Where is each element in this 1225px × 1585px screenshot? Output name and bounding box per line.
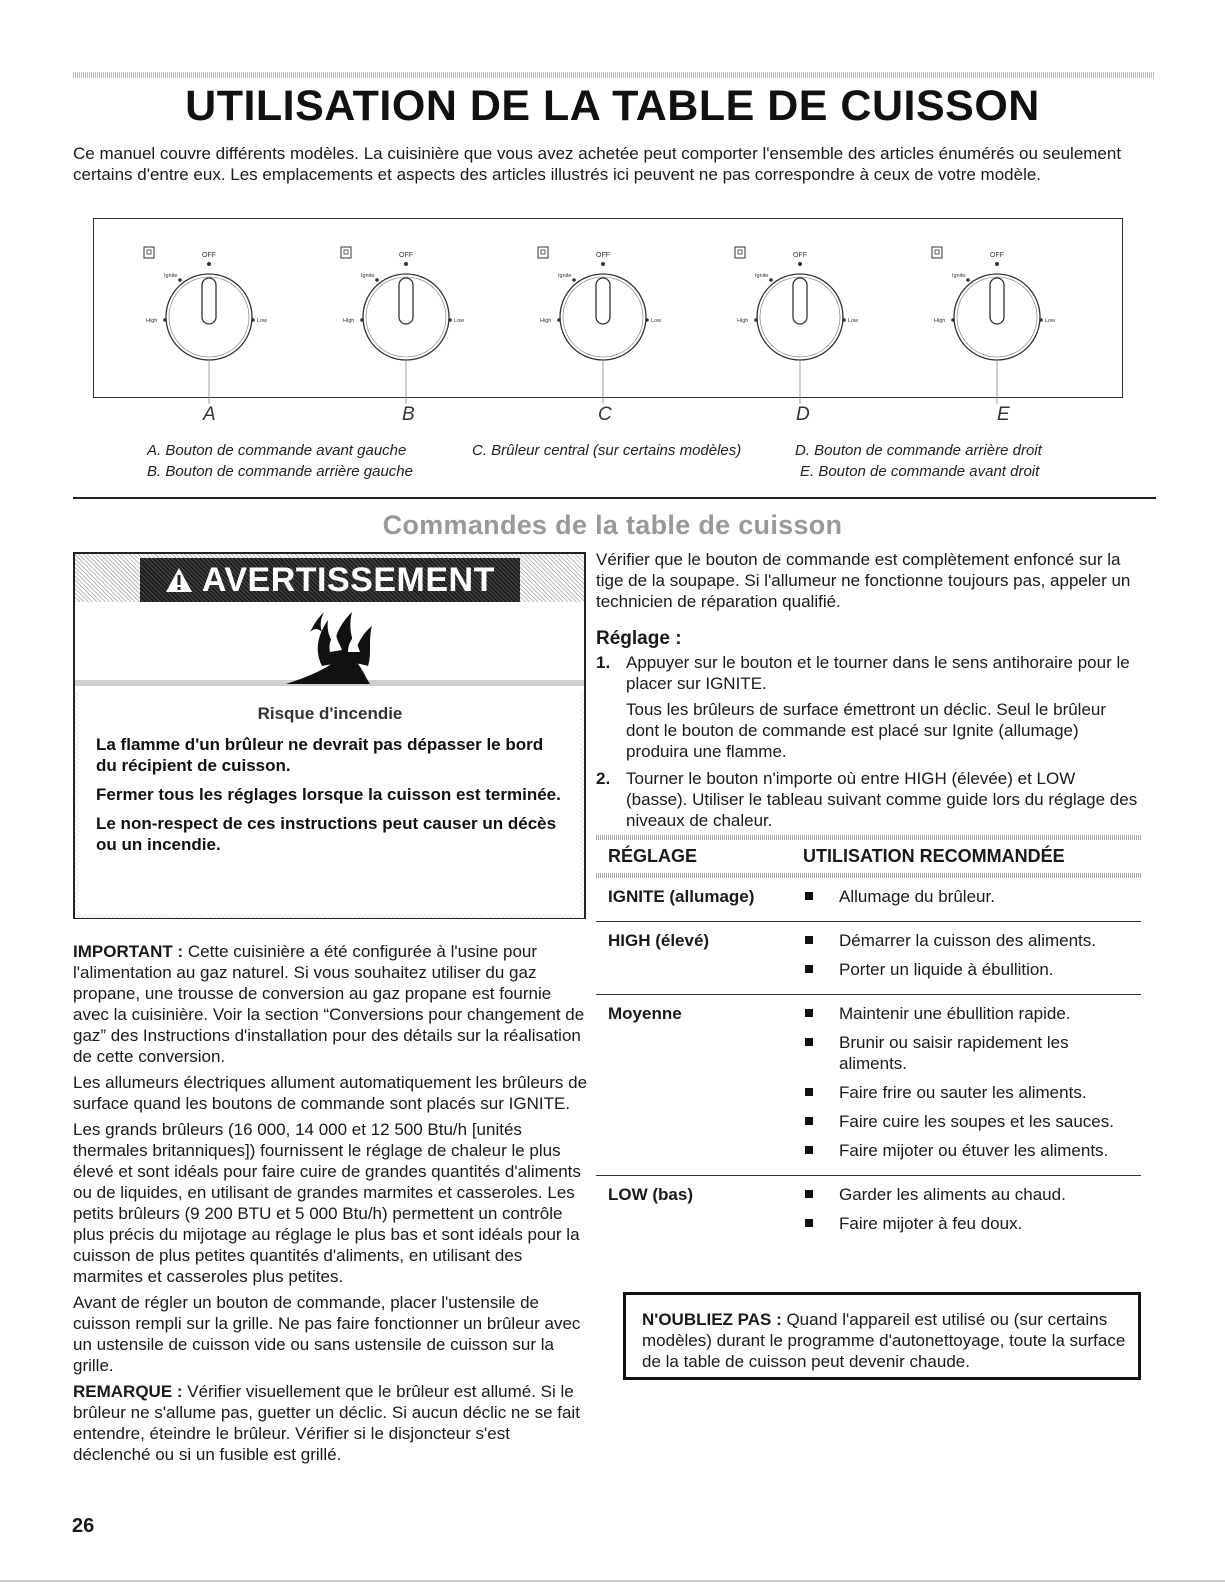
warning-header [140,558,520,602]
remarque-paragraph: REMARQUE : Vérifier visuellement que le brûleur est allumé. Si le brûleur ne s'allume pas, guetter un déclic. Si aucun déclic ne se fait entendre, éteindre le brûleur. Vérifier si le disjoncteur s'est déclenché ou si un fusible est grillé. [73,1382,580,1464]
table-header: RÉGLAGE UTILISATION RECOMMANDÉE [608,846,1065,866]
captions-center [472,440,741,461]
knob-off-label: OFF [596,252,610,259]
warning-line: Fermer tous les réglages lorsque la cuisson est terminée. [96,785,561,804]
intro-text: Ce manuel couvre différents modèles. La cuisinière que vous avez achetée peut comporter l'ensemble des articles énumérés ou seulement certains d'entre eux. Les emplacements et aspects des articles illustrés ici peuvent ne pas correspondre à ceux de votre modèle. [73,144,1122,184]
knob-off-label: OFF [793,252,807,259]
valve-paragraph: Vérifier que le bouton de commande est complètement enfoncé sur la tige de la soupape. Si l'allumeur ne fonctionne toujours pas, appeler un technicien de réparation qualifié. [596,550,1131,611]
fire-illustration [75,602,584,686]
table-row [596,995,1141,1176]
setting-name: Moyenne [608,1004,682,1023]
warning-risk: Risque d'incendie [257,704,403,723]
top-rule [73,72,1155,78]
knob-off-label: OFF [990,252,1004,259]
knob-letter: A [203,404,216,425]
uses-list [803,1003,1141,1169]
knob-ignite-label: Ignite [164,273,178,279]
use-item: Porter un liquide à ébullition. [803,959,1141,980]
setting-name: HIGH (élevé) [608,931,710,950]
knob-letter: E [997,404,1010,425]
settings-table [596,835,1141,1248]
left-column [73,941,588,1470]
section-title: Commandes de la table de cuisson [382,510,843,540]
control-knob [311,229,501,419]
knob-ignite-label: Ignite [755,273,769,279]
knob-letter: D [796,404,810,425]
reminder-box: N'OUBLIEZ PAS : Quand l'appareil est utilisé ou (sur certains modèles) durant le programme d'autonettoyage, toute la surface de la table de cuisson peut devenir chaude. [623,1292,1141,1380]
knob-low-label: Low [1045,318,1056,324]
knob-high-label: High [146,318,158,324]
right-column [596,549,1141,1248]
captions-left [147,440,413,482]
control-knob [114,229,304,419]
knob-high-label: High [343,318,355,324]
caption-c: C. Brûleur central (sur certains modèles) [472,442,742,459]
burner-rear-left-icon [341,247,351,258]
before-setting-paragraph: Avant de régler un bouton de commande, placer l'ustensile de cuisson rempli sur la grille. Ne pas faire fonctionner un brûleur avec un ustensile de cuisson vide ou sans ustensile de cuisson sur la grille. [73,1293,581,1375]
table-row [596,922,1141,995]
knob-letters [0,404,1225,428]
captions-right [795,440,1042,482]
knob-letter: B [402,404,415,425]
use-item: Maintenir une ébullition rapide. [803,1003,1141,1024]
step-1: 1. Appuyer sur le bouton et le tourner dans le sens antihoraire pour le placer sur IGNITE. Tous les brûleurs de surface émettront un déclic. Seul le brûleur dont le bouton de commande est placé sur Ignite (allumage) produira une flamme. [596,652,1141,762]
control-knob [508,229,698,419]
knob-ignite-label: Ignite [558,273,572,279]
warning-box [73,552,586,919]
knob-low-label: Low [651,318,662,324]
page-number: 26 [72,1515,95,1537]
control-knob [705,229,895,419]
warning-line: La flamme d'un brûleur ne devrait pas dépasser le bord du récipient de cuisson. [96,735,544,775]
fire-icon [280,606,380,686]
setting-name: IGNITE (allumage) [608,887,755,906]
warning-triangle-icon [165,561,202,599]
caption-e: E. Bouton de commande avant droit [800,463,1040,480]
knob-off-label: OFF [399,252,413,259]
knob-low-label: Low [848,318,859,324]
step-2: 2. Tourner le bouton n'importe où entre HIGH (élevée) et LOW (basse). Utiliser le tableau suivant comme guide lors du réglage des niveaux de chaleur. [596,769,1138,830]
use-item: Faire frire ou sauter les aliments. [803,1082,1141,1103]
reglage-heading: Réglage : [596,628,682,649]
uses-list [803,1184,1141,1242]
knob-high-label: High [737,318,749,324]
burner-center-icon [538,247,548,258]
burner-front-right-icon [932,247,942,258]
use-item: Allumage du brûleur. [803,886,1141,907]
burners-paragraph: Les grands brûleurs (16 000, 14 000 et 12 500 Btu/h [unités thermales britanniques]) fournissent le réglage de chaleur le plus élevé et sont idéals pour faire cuire de grandes quantités d'aliments ou de liquides, en utilisant de grandes marmites et casseroles. Les petits brûleurs (9 200 BTU et 5 000 Btu/h) permettent un contrôle plus précis du mijotage au réglage le plus bas et sont idéals pour la cuisson de plus petites quantités d'aliments, en utilisant des marmites et casseroles plus petites. [73,1120,581,1286]
important-paragraph: IMPORTANT : Cette cuisinière a été configurée à l'usine pour l'alimentation au gaz naturel. Si vous souhaitez utiliser du gaz propane, une trousse de conversion au gaz propane est fournie avec la cuisinière. Voir la section “Conversions pour changement de gaz” des Instructions d'installation pour des détails sur la réalisation de cette conversion. [73,942,585,1066]
igniters-paragraph: Les allumeurs électriques allument automatiquement les brûleurs de surface quand les boutons de commande sont placés sur IGNITE. [73,1073,588,1113]
knob-off-label: OFF [202,252,216,259]
knob-high-label: High [934,318,946,324]
knob-ignite-label: Ignite [361,273,375,279]
knob-letter: C [598,404,612,425]
table-row [596,1176,1141,1248]
warning-line: Le non-respect de ces instructions peut causer un décès ou un incendie. [96,814,557,854]
knob-low-label: Low [257,318,268,324]
knob-ignite-label: Ignite [952,273,966,279]
burner-front-left-icon [144,247,154,258]
bottom-rule [0,1580,1225,1582]
burner-rear-right-icon [735,247,745,258]
control-knob [902,229,1092,419]
use-item: Démarrer la cuisson des aliments. [803,930,1141,951]
uses-list [803,930,1141,988]
warning-header-label: AVERTISSEMENT [201,561,495,599]
caption-a: A. Bouton de commande avant gauche [147,442,407,459]
use-item: Garder les aliments au chaud. [803,1184,1141,1205]
use-item: Faire mijoter ou étuver les aliments. [803,1140,1141,1161]
step-1-note: Tous les brûleurs de surface émettront un déclic. Seul le brûleur dont le bouton de commande est placé sur Ignite (allumage) produira une flamme. [626,700,1107,761]
use-item: Faire mijoter à feu doux. [803,1213,1141,1234]
use-item: Faire cuire les soupes et les sauces. [803,1111,1141,1132]
caption-d: D. Bouton de commande arrière droit [795,442,1042,459]
knob-high-label: High [540,318,552,324]
section-rule [73,497,1156,499]
control-panel-illustration [93,218,1123,398]
table-row [596,878,1141,922]
use-item: Brunir ou saisir rapidement les aliments. [803,1032,1141,1074]
knob-low-label: Low [454,318,465,324]
warning-body [75,692,584,918]
setting-name: LOW (bas) [608,1185,693,1204]
page-title: UTILISATION DE LA TABLE DE CUISSON [185,82,1040,130]
uses-list [803,886,1141,915]
caption-b: B. Bouton de commande arrière gauche [147,463,413,480]
